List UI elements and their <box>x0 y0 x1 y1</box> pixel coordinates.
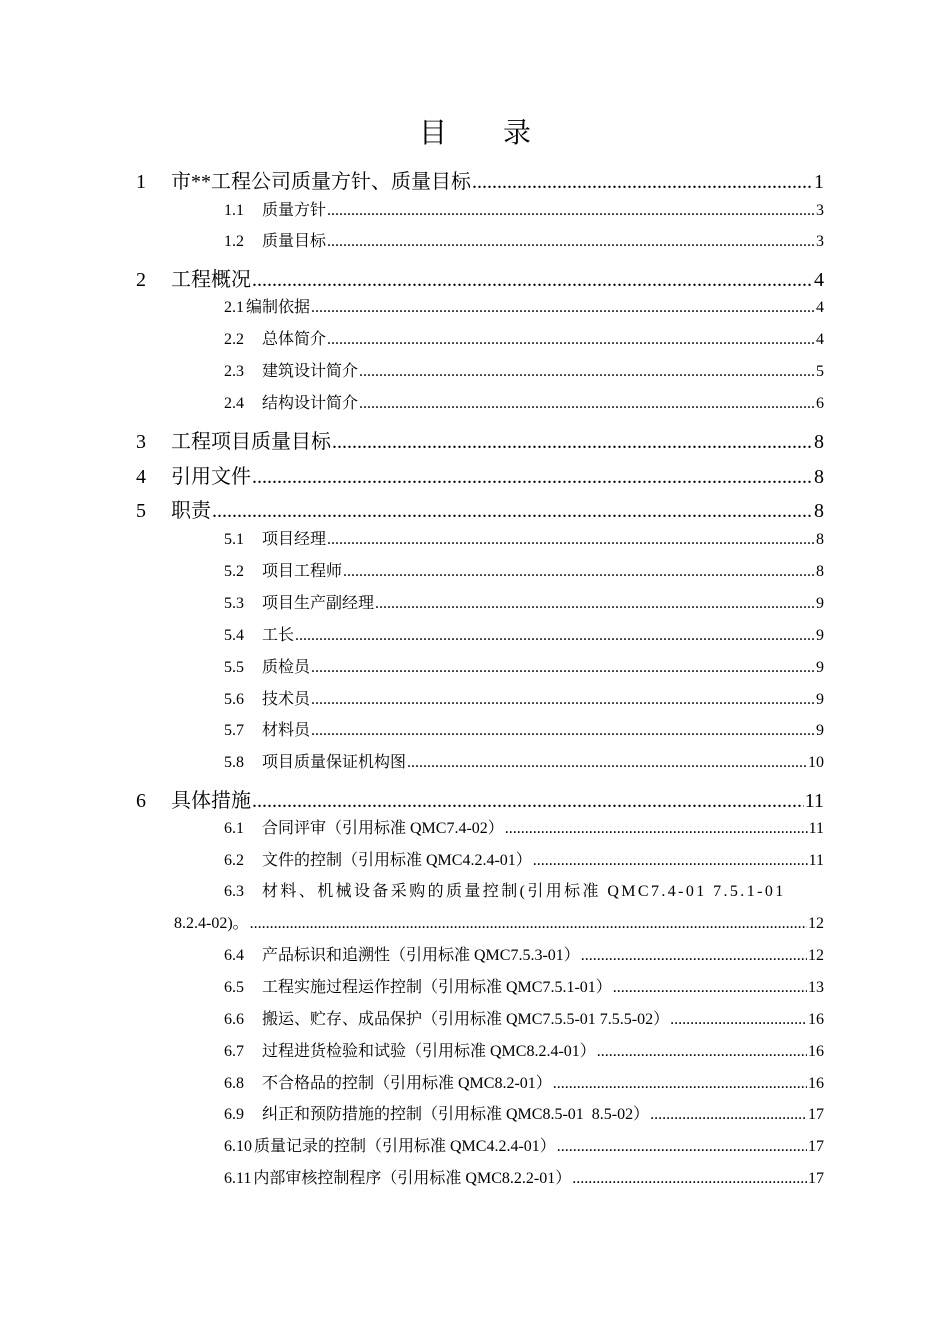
toc-entry-6-11[interactable] <box>224 1164 824 1194</box>
toc-entry-6[interactable] <box>136 784 824 818</box>
toc-page-number: 12 <box>808 947 824 964</box>
toc-number: 2.1 <box>224 299 244 316</box>
toc-number: 5.3 <box>224 595 244 612</box>
toc-title: 不合格品的控制（引用标准 QMC8.2-01） <box>262 1075 552 1092</box>
toc-page-number: 8 <box>814 431 824 453</box>
toc-page-number: 8 <box>814 500 824 522</box>
toc-entry-3[interactable] <box>136 425 824 459</box>
toc-page-number: 3 <box>816 233 824 250</box>
toc-number: 6.2 <box>224 852 244 869</box>
toc-number: 5.1 <box>224 531 244 548</box>
dot-leader <box>553 1069 807 1099</box>
toc-title: 纠正和预防措施的控制（引用标准 QMC8.5-01 8.5-02） <box>262 1106 650 1123</box>
toc-page-number: 6 <box>816 395 824 412</box>
toc-title: 项目经理 <box>262 531 327 548</box>
toc-page-number: 9 <box>816 627 824 644</box>
toc-title: 质量目标 <box>262 233 327 250</box>
toc-number: 6 <box>136 790 146 812</box>
dot-leader <box>597 1037 807 1067</box>
toc-title: 引用文件 <box>171 466 251 488</box>
toc-title: 编制依据 <box>246 299 311 316</box>
toc-number: 2.3 <box>224 363 244 380</box>
dot-leader <box>311 293 815 323</box>
toc-entry-5[interactable] <box>136 494 824 528</box>
toc-number: 5.4 <box>224 627 244 644</box>
toc-title: 合同评审（引用标准 QMC7.4-02） <box>262 820 504 837</box>
toc-page-number: 3 <box>816 202 824 219</box>
toc-entry-6-3[interactable] <box>224 877 824 907</box>
toc-number: 1.2 <box>224 233 244 250</box>
toc-entry-5-6[interactable] <box>224 685 824 715</box>
toc-number: 2.2 <box>224 331 244 348</box>
dot-leader <box>343 557 815 587</box>
toc-title: 项目工程师 <box>262 563 343 580</box>
toc-page-number: 1 <box>814 171 824 193</box>
toc-entry-2-4[interactable] <box>224 389 824 419</box>
toc-title: 工程项目质量目标 <box>171 431 331 453</box>
dot-leader <box>670 1005 807 1035</box>
toc-number: 5.2 <box>224 563 244 580</box>
dot-leader <box>311 653 815 683</box>
dot-leader <box>327 196 815 226</box>
toc-entry-5-4[interactable] <box>224 621 824 651</box>
toc-entry-6-8[interactable] <box>224 1069 824 1099</box>
toc-number: 5.5 <box>224 659 244 676</box>
toc-entry-5-3[interactable] <box>224 589 824 619</box>
toc-entry-6-2[interactable] <box>224 846 824 876</box>
dot-leader <box>252 263 813 297</box>
toc-number: 2.4 <box>224 395 244 412</box>
toc-entry-6-4[interactable] <box>224 941 824 971</box>
toc-page-number: 11 <box>808 852 824 869</box>
toc-title: 搬运、贮存、成品保护（引用标准 QMC7.5.5-01 7.5.5-02） <box>262 1011 670 1028</box>
toc-title: 产品标识和追溯性（引用标准 QMC7.5.3-01） <box>262 947 580 964</box>
toc-entry-6-1[interactable] <box>224 814 824 844</box>
toc-entry-6-5[interactable] <box>224 973 824 1003</box>
dot-leader <box>295 621 815 651</box>
dot-leader <box>250 909 807 939</box>
toc-number: 1.1 <box>224 202 244 219</box>
dot-leader <box>650 1100 807 1130</box>
dot-leader <box>505 814 808 844</box>
dot-leader <box>327 325 815 355</box>
toc-entry-2-2[interactable] <box>224 325 824 355</box>
dot-leader <box>252 460 813 494</box>
toc-title: 文件的控制（引用标准 QMC4.2.4-01） <box>262 852 532 869</box>
toc-title: 职责 <box>171 500 211 522</box>
toc-entry-1[interactable] <box>136 165 824 199</box>
toc-title: 市**工程公司质量方针、质量目标 <box>171 171 471 193</box>
toc-entry-2-3[interactable] <box>224 357 824 387</box>
dot-leader <box>472 165 813 199</box>
toc-number: 5 <box>136 500 146 522</box>
toc-entry-5-1[interactable] <box>224 525 824 555</box>
toc-title: 质量记录的控制（引用标准 QMC4.2.4-01） <box>254 1138 556 1155</box>
toc-title: 质检员 <box>262 659 311 676</box>
toc-page-number: 8 <box>816 563 824 580</box>
toc-title: 建筑设计简介 <box>262 363 359 380</box>
toc-number: 6.5 <box>224 979 244 996</box>
toc-page-number: 4 <box>816 331 824 348</box>
dot-leader <box>252 784 804 818</box>
toc-page-number: 5 <box>816 363 824 380</box>
dot-leader <box>327 227 815 257</box>
dot-leader <box>212 494 813 528</box>
toc-page-number: 16 <box>808 1011 824 1028</box>
toc-number: 5.6 <box>224 691 244 708</box>
toc-page-number: 8 <box>816 531 824 548</box>
page-title: 目 录 <box>418 118 531 149</box>
toc-entry-6-7[interactable] <box>224 1037 824 1067</box>
toc-title: 结构设计简介 <box>262 395 359 412</box>
dot-leader <box>311 716 815 746</box>
toc-page-number: 12 <box>808 915 824 932</box>
toc-title: 技术员 <box>262 691 311 708</box>
toc-page-number: 4 <box>816 299 824 316</box>
toc-number: 5.8 <box>224 754 244 771</box>
toc-title: 具体措施 <box>171 790 251 812</box>
toc-entry-1-2[interactable] <box>224 227 824 257</box>
dot-leader <box>359 357 815 387</box>
toc-number: 6.9 <box>224 1106 244 1123</box>
dot-leader <box>533 846 808 876</box>
toc-page-number: 9 <box>816 595 824 612</box>
dot-leader <box>359 389 815 419</box>
toc-page-number: 11 <box>808 820 824 837</box>
toc-number: 6.11 <box>224 1170 252 1187</box>
dot-leader <box>557 1132 807 1162</box>
toc-page-number: 17 <box>808 1138 824 1155</box>
dot-leader <box>311 685 815 715</box>
toc-title: 材料、机械设备采购的质量控制(引用标准 QMC7.4-01 7.5.1-01 <box>262 883 786 900</box>
toc-entry-6-6[interactable] <box>224 1005 824 1035</box>
toc-number: 6.6 <box>224 1011 244 1028</box>
toc-number: 5.7 <box>224 722 244 739</box>
toc-entry-5-7[interactable] <box>224 716 824 746</box>
toc-title: 工程实施过程运作控制（引用标准 QMC7.5.1-01） <box>262 979 612 996</box>
dot-leader <box>332 425 813 459</box>
toc-number: 6.1 <box>224 820 244 837</box>
toc-page-number: 9 <box>816 691 824 708</box>
toc-title-continued: 8.2.4-02)。 <box>174 915 249 932</box>
toc-entry-6-10[interactable] <box>224 1132 824 1162</box>
toc-title: 内部审核控制程序（引用标准 QMC8.2.2-01） <box>253 1170 572 1187</box>
toc-title: 材料员 <box>262 722 311 739</box>
toc-page-number: 10 <box>808 754 824 771</box>
toc-page-number: 17 <box>808 1106 824 1123</box>
dot-leader <box>407 748 807 778</box>
toc-entry-5-8[interactable] <box>224 748 824 778</box>
toc-number: 6.3 <box>224 883 244 900</box>
toc-number: 6.7 <box>224 1043 244 1060</box>
toc-title: 工程概况 <box>171 269 251 291</box>
toc-number: 6.10 <box>224 1138 252 1155</box>
toc-page-number: 4 <box>814 269 824 291</box>
toc-number: 2 <box>136 269 146 291</box>
toc-title: 工长 <box>262 627 295 644</box>
toc-title: 总体简介 <box>262 331 327 348</box>
toc-entry-2-1[interactable] <box>224 293 824 323</box>
toc-page-number: 16 <box>808 1043 824 1060</box>
toc-title: 项目质量保证机构图 <box>262 754 407 771</box>
toc-title: 质量方针 <box>262 202 327 219</box>
toc-entry-4[interactable] <box>136 460 824 494</box>
toc-page-number: 8 <box>814 466 824 488</box>
toc-entry-2[interactable] <box>136 263 824 297</box>
toc-page-number: 16 <box>808 1075 824 1092</box>
toc-entry-6-3-continued[interactable] <box>174 909 824 939</box>
toc-number: 3 <box>136 431 146 453</box>
toc-number: 1 <box>136 171 146 193</box>
toc-entry-5-2[interactable] <box>224 557 824 587</box>
toc-title: 项目生产副经理 <box>262 595 375 612</box>
toc-number: 6.8 <box>224 1075 244 1092</box>
toc-page-number: 13 <box>808 979 824 996</box>
toc-page-number: 17 <box>808 1170 824 1187</box>
dot-leader <box>572 1164 807 1194</box>
toc-page-number: 11 <box>804 790 824 812</box>
toc-entry-5-5[interactable] <box>224 653 824 683</box>
toc-page-number: 9 <box>816 722 824 739</box>
toc-entry-6-9[interactable] <box>224 1100 824 1130</box>
toc-entry-1-1[interactable] <box>224 196 824 226</box>
toc-title: 过程进货检验和试验（引用标准 QMC8.2.4-01） <box>262 1043 596 1060</box>
dot-leader <box>327 525 815 555</box>
dot-leader <box>581 941 807 971</box>
toc-page-number: 9 <box>816 659 824 676</box>
toc-number: 4 <box>136 466 146 488</box>
dot-leader <box>375 589 815 619</box>
toc-number: 6.4 <box>224 947 244 964</box>
dot-leader <box>613 973 807 1003</box>
